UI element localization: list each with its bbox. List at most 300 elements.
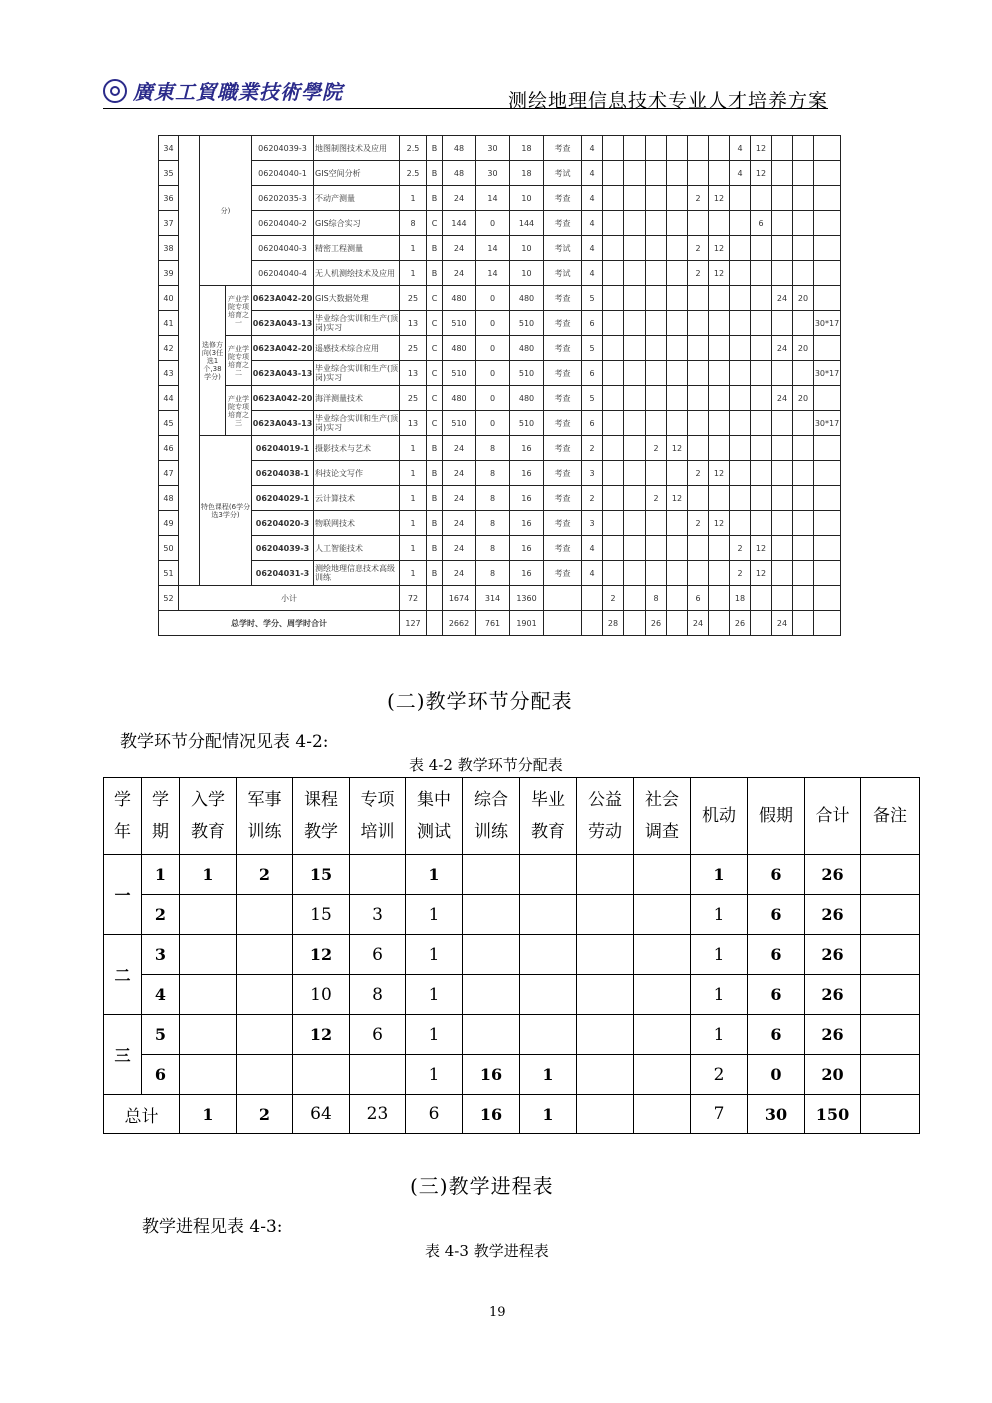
week-hours-cell xyxy=(624,536,646,561)
total-hours: 48 xyxy=(443,136,476,161)
week-hours-cell xyxy=(709,536,730,561)
elective-direction-label: 选修方向(3任选1个,38学分) xyxy=(200,286,226,436)
week-hours-cell xyxy=(667,461,688,486)
week-hours-cell: 12 xyxy=(751,136,772,161)
military-training: 2 xyxy=(237,855,293,895)
row-number: 42 xyxy=(159,336,179,361)
week-hours-cell xyxy=(603,386,624,411)
course-type: C xyxy=(427,411,443,436)
course-code: 06204038-1 xyxy=(252,461,314,486)
total-hours: 24 xyxy=(443,511,476,536)
week-hours-cell: 8 xyxy=(646,586,667,611)
column-header-text: 课程 xyxy=(304,790,338,810)
practice-hours: 144 xyxy=(510,211,544,236)
week-hours-cell xyxy=(688,211,709,236)
semester: 5 xyxy=(582,286,603,311)
course-code: 0623A042-20 xyxy=(252,336,314,361)
centralized-test: 1 xyxy=(406,975,463,1015)
week-hours-cell xyxy=(772,311,793,336)
week-hours-cell xyxy=(667,536,688,561)
assessment: 考试 xyxy=(544,161,582,186)
total-hours: 2662 xyxy=(443,611,476,636)
week-hours-cell xyxy=(646,311,667,336)
total-hours: 480 xyxy=(443,386,476,411)
week-hours-cell xyxy=(772,186,793,211)
week-hours-cell xyxy=(751,461,772,486)
graduation-education xyxy=(520,935,577,975)
column-header xyxy=(237,778,293,855)
course-teaching: 64 xyxy=(293,1095,350,1134)
theory-hours: 0 xyxy=(476,361,510,386)
week-hours-cell xyxy=(624,561,646,586)
week-hours-cell xyxy=(793,436,814,461)
section-heading-2: (二)教学环节分配表 xyxy=(387,689,573,713)
theory-hours: 0 xyxy=(476,211,510,236)
row-number: 45 xyxy=(159,411,179,436)
week-hours-cell xyxy=(646,536,667,561)
week-hours-cell: 12 xyxy=(709,511,730,536)
week-hours-cell xyxy=(709,586,730,611)
week-hours-cell xyxy=(793,511,814,536)
week-hours-cell xyxy=(709,161,730,186)
total-hours: 48 xyxy=(443,161,476,186)
week-hours-cell xyxy=(603,186,624,211)
course-code: 0623A043-13 xyxy=(252,361,314,386)
special-training xyxy=(350,1055,406,1095)
comprehensive-training: 16 xyxy=(463,1055,520,1095)
week-hours-cell xyxy=(793,561,814,586)
total-hours: 24 xyxy=(443,536,476,561)
course-row xyxy=(159,561,841,586)
school-logo xyxy=(103,76,343,105)
course-name: 精密工程测量 xyxy=(314,236,400,261)
week-hours-cell xyxy=(688,161,709,186)
social-survey xyxy=(634,895,691,935)
assessment: 考查 xyxy=(544,286,582,311)
row-total: 26 xyxy=(805,935,861,975)
week-hours-cell xyxy=(793,136,814,161)
semester: 4 xyxy=(582,261,603,286)
week-hours-cell: 24 xyxy=(772,286,793,311)
column-header xyxy=(748,778,805,855)
centralized-test: 1 xyxy=(406,1055,463,1095)
course-code: 06204029-1 xyxy=(252,486,314,511)
week-hours-cell xyxy=(751,436,772,461)
week-hours-cell: 2 xyxy=(688,261,709,286)
logo-icon xyxy=(103,79,127,103)
section-intro-2: 教学环节分配情况见表 4-2: xyxy=(120,732,329,752)
theory-hours: 8 xyxy=(476,561,510,586)
week-hours-cell: 24 xyxy=(772,336,793,361)
row-number: 38 xyxy=(159,236,179,261)
week-hours-cell xyxy=(772,161,793,186)
total-hours: 24 xyxy=(443,461,476,486)
column-header-text: 集中 xyxy=(417,790,451,810)
course-code: 06204040-4 xyxy=(252,261,314,286)
row-number: 35 xyxy=(159,161,179,186)
week-hours-cell xyxy=(772,211,793,236)
week-hours-cell xyxy=(624,261,646,286)
course-row xyxy=(159,236,841,261)
special-training: 23 xyxy=(350,1095,406,1134)
assessment: 考查 xyxy=(544,411,582,436)
week-hours-cell xyxy=(646,461,667,486)
course-type: B xyxy=(427,536,443,561)
holiday-weeks: 6 xyxy=(748,935,805,975)
public-labor xyxy=(577,975,634,1015)
week-hours-cell xyxy=(793,211,814,236)
column-header-text: 综合 xyxy=(474,790,508,810)
course-type: B xyxy=(427,261,443,286)
week-hours-cell xyxy=(730,261,751,286)
theory-hours: 0 xyxy=(476,386,510,411)
row-number: 47 xyxy=(159,461,179,486)
allocation-total-row xyxy=(104,1095,920,1134)
week-hours-cell xyxy=(793,261,814,286)
week-hours-cell xyxy=(751,361,772,386)
total-hours: 24 xyxy=(443,186,476,211)
column-header-text: 学 xyxy=(114,790,131,810)
military-training xyxy=(237,1015,293,1055)
assessment: 考查 xyxy=(544,136,582,161)
assessment xyxy=(544,586,582,611)
academic-year: 二 xyxy=(104,935,142,1015)
row-total: 26 xyxy=(805,1015,861,1055)
week-hours-cell: 12 xyxy=(751,536,772,561)
week-hours-cell xyxy=(751,286,772,311)
course-type: B xyxy=(427,486,443,511)
header-rule xyxy=(103,108,828,109)
week-hours-cell xyxy=(688,561,709,586)
course-teaching: 15 xyxy=(293,895,350,935)
graduation-education: 1 xyxy=(520,1095,577,1134)
week-hours-cell: 12 xyxy=(709,461,730,486)
academic-year: 一 xyxy=(104,855,142,935)
social-survey xyxy=(634,1015,691,1055)
week-hours-cell xyxy=(624,186,646,211)
practice-hours: 10 xyxy=(510,236,544,261)
course-teaching: 12 xyxy=(293,1015,350,1055)
week-hours-cell xyxy=(646,161,667,186)
column-header-text: 社会 xyxy=(645,790,679,810)
course-name: 海洋测量技术 xyxy=(314,386,400,411)
week-hours-cell xyxy=(793,236,814,261)
week-hours-cell xyxy=(624,436,646,461)
flexible-weeks: 7 xyxy=(691,1095,748,1134)
week-hours-cell xyxy=(751,386,772,411)
row-number: 40 xyxy=(159,286,179,311)
column-header xyxy=(861,778,920,855)
comprehensive-training xyxy=(463,895,520,935)
holiday-weeks: 6 xyxy=(748,1015,805,1055)
assessment: 考查 xyxy=(544,361,582,386)
course-name: 测绘地理信息技术高级训练 xyxy=(314,561,400,586)
week-hours-cell xyxy=(646,286,667,311)
practice-hours: 16 xyxy=(510,561,544,586)
week-hours-cell: 26 xyxy=(730,611,751,636)
credit: 2.5 xyxy=(400,136,427,161)
course-code: 06204019-1 xyxy=(252,436,314,461)
total-hours: 480 xyxy=(443,336,476,361)
week-hours-cell: 4 xyxy=(730,136,751,161)
centralized-test: 6 xyxy=(406,1095,463,1134)
subtotal-row xyxy=(159,586,841,611)
week-hours-cell xyxy=(709,286,730,311)
week-hours-cell xyxy=(751,236,772,261)
practice-hours: 16 xyxy=(510,536,544,561)
week-hours-cell: 2 xyxy=(688,236,709,261)
allocation-row xyxy=(104,935,920,975)
theory-hours: 14 xyxy=(476,236,510,261)
centralized-test: 1 xyxy=(406,855,463,895)
row-number: 50 xyxy=(159,536,179,561)
week-hours-cell xyxy=(793,361,814,386)
flexible-weeks: 1 xyxy=(691,935,748,975)
week-hours-cell xyxy=(667,586,688,611)
week-hours-cell xyxy=(772,536,793,561)
special-training: 8 xyxy=(350,975,406,1015)
military-training xyxy=(237,975,293,1015)
practice-hours: 16 xyxy=(510,461,544,486)
semester: 3 xyxy=(582,461,603,486)
practice-hours: 510 xyxy=(510,411,544,436)
week-hours-cell: 2 xyxy=(603,586,624,611)
credit: 1 xyxy=(400,511,427,536)
week-hours-cell: 12 xyxy=(751,161,772,186)
page-number: 19 xyxy=(489,1305,506,1320)
public-labor xyxy=(577,1015,634,1055)
course-teaching: 15 xyxy=(293,855,350,895)
week-hours-cell xyxy=(624,361,646,386)
week-hours-cell: 12 xyxy=(709,186,730,211)
assessment: 考查 xyxy=(544,186,582,211)
section-heading-3: (三)教学进程表 xyxy=(410,1174,554,1198)
course-name: GIS大数据处理 xyxy=(314,286,400,311)
week-hours-cell xyxy=(814,386,841,411)
row-number: 44 xyxy=(159,386,179,411)
week-hours-cell: 18 xyxy=(730,586,751,611)
public-labor xyxy=(577,855,634,895)
week-hours-cell xyxy=(667,286,688,311)
credit: 1 xyxy=(400,461,427,486)
column-header xyxy=(520,778,577,855)
week-hours-cell xyxy=(751,336,772,361)
row-number: 34 xyxy=(159,136,179,161)
column-header-text: 教育 xyxy=(191,822,225,842)
course-type: B xyxy=(427,461,443,486)
public-labor xyxy=(577,935,634,975)
assessment: 考查 xyxy=(544,436,582,461)
column-header xyxy=(577,778,634,855)
theory-hours: 0 xyxy=(476,411,510,436)
course-code: 06204040-1 xyxy=(252,161,314,186)
course-code: 0623A042-20 xyxy=(252,386,314,411)
week-hours-cell xyxy=(603,486,624,511)
week-hours-cell xyxy=(603,261,624,286)
week-hours-cell xyxy=(646,386,667,411)
course-row xyxy=(159,411,841,436)
flexible-weeks: 1 xyxy=(691,855,748,895)
remarks xyxy=(861,975,920,1015)
column-header xyxy=(180,778,237,855)
week-hours-cell: 6 xyxy=(688,586,709,611)
credit: 1 xyxy=(400,486,427,511)
term-number: 1 xyxy=(142,855,180,895)
total-hours: 24 xyxy=(443,561,476,586)
allocation-row xyxy=(104,855,920,895)
week-hours-cell: 30*17 xyxy=(814,361,841,386)
week-hours-cell xyxy=(730,211,751,236)
week-hours-cell xyxy=(772,461,793,486)
week-hours-cell xyxy=(646,211,667,236)
week-hours-cell: 26 xyxy=(646,611,667,636)
flexible-weeks: 2 xyxy=(691,1055,748,1095)
week-hours-cell xyxy=(646,411,667,436)
week-hours-cell xyxy=(814,186,841,211)
centralized-test: 1 xyxy=(406,935,463,975)
column-header xyxy=(463,778,520,855)
week-hours-cell xyxy=(603,161,624,186)
column-header xyxy=(350,778,406,855)
week-hours-cell xyxy=(793,186,814,211)
course-teaching: 10 xyxy=(293,975,350,1015)
holiday-weeks: 6 xyxy=(748,855,805,895)
week-hours-cell xyxy=(624,211,646,236)
row-total: 26 xyxy=(805,975,861,1015)
row-number: 51 xyxy=(159,561,179,586)
credit: 25 xyxy=(400,286,427,311)
week-hours-cell xyxy=(772,586,793,611)
entry-education xyxy=(180,1055,237,1095)
comprehensive-training xyxy=(463,975,520,1015)
industry-track-2: 产业学院专项培育之二 xyxy=(226,336,252,386)
week-hours-cell xyxy=(730,511,751,536)
practice-hours: 1901 xyxy=(510,611,544,636)
credit: 8 xyxy=(400,211,427,236)
week-hours-cell xyxy=(603,136,624,161)
week-hours-cell xyxy=(688,536,709,561)
grand-total-label: 总学时、学分、周学时合计 xyxy=(159,611,400,636)
course-name: 遥感技术综合应用 xyxy=(314,336,400,361)
week-hours-cell xyxy=(730,361,751,386)
credit: 1 xyxy=(400,436,427,461)
week-hours-cell xyxy=(688,136,709,161)
total-hours: 510 xyxy=(443,361,476,386)
week-hours-cell: 30*17 xyxy=(814,311,841,336)
week-hours-cell xyxy=(751,186,772,211)
military-training xyxy=(237,895,293,935)
week-hours-cell xyxy=(624,386,646,411)
week-hours-cell xyxy=(772,411,793,436)
public-labor xyxy=(577,895,634,935)
assessment xyxy=(544,611,582,636)
week-hours-cell xyxy=(814,561,841,586)
week-hours-cell: 2 xyxy=(730,561,751,586)
graduation-education xyxy=(520,855,577,895)
special-training: 6 xyxy=(350,935,406,975)
course-type: C xyxy=(427,311,443,336)
week-hours-cell: 6 xyxy=(751,211,772,236)
practice-hours: 510 xyxy=(510,361,544,386)
week-hours-cell: 24 xyxy=(772,386,793,411)
week-hours-cell xyxy=(624,136,646,161)
entry-education xyxy=(180,895,237,935)
table-caption-4-3: 表 4-3 教学进程表 xyxy=(425,1242,549,1260)
week-hours-cell xyxy=(772,486,793,511)
course-row xyxy=(159,361,841,386)
column-header-text: 期 xyxy=(152,822,169,842)
military-training: 2 xyxy=(237,1095,293,1134)
social-survey xyxy=(634,1095,691,1134)
theory-hours: 8 xyxy=(476,486,510,511)
practice-hours: 16 xyxy=(510,436,544,461)
week-hours-cell xyxy=(603,361,624,386)
week-hours-cell: 20 xyxy=(793,336,814,361)
course-row xyxy=(159,311,841,336)
practice-hours: 16 xyxy=(510,486,544,511)
practice-hours: 16 xyxy=(510,511,544,536)
column-header xyxy=(293,778,350,855)
week-hours-cell: 20 xyxy=(793,386,814,411)
week-hours-cell xyxy=(603,461,624,486)
week-hours-cell xyxy=(603,436,624,461)
holiday-weeks: 6 xyxy=(748,975,805,1015)
semester: 4 xyxy=(582,136,603,161)
entry-education xyxy=(180,1015,237,1055)
theory-hours: 30 xyxy=(476,136,510,161)
week-hours-cell xyxy=(603,211,624,236)
week-hours-cell xyxy=(793,611,814,636)
course-type: B xyxy=(427,436,443,461)
special-training xyxy=(350,855,406,895)
row-number: 46 xyxy=(159,436,179,461)
term-number: 4 xyxy=(142,975,180,1015)
remarks xyxy=(861,935,920,975)
course-row xyxy=(159,186,841,211)
week-hours-cell xyxy=(730,311,751,336)
remarks xyxy=(861,1095,920,1134)
theory-hours: 761 xyxy=(476,611,510,636)
course-type: B xyxy=(427,186,443,211)
graduation-education xyxy=(520,975,577,1015)
flexible-weeks: 1 xyxy=(691,895,748,935)
category-cell xyxy=(179,136,200,586)
week-hours-cell xyxy=(814,236,841,261)
week-hours-cell xyxy=(814,136,841,161)
row-number: 43 xyxy=(159,361,179,386)
special-training: 3 xyxy=(350,895,406,935)
credit: 1 xyxy=(400,186,427,211)
military-training xyxy=(237,935,293,975)
course-code: 0623A043-13 xyxy=(252,411,314,436)
credit: 1 xyxy=(400,236,427,261)
table-header-row xyxy=(104,778,920,855)
week-hours-cell xyxy=(667,361,688,386)
week-hours-cell xyxy=(646,336,667,361)
semester: 4 xyxy=(582,561,603,586)
semester: 5 xyxy=(582,336,603,361)
document-title: 测绘地理信息技术专业人才培养方案 xyxy=(507,90,828,112)
week-hours-cell: 28 xyxy=(603,611,624,636)
week-hours-cell xyxy=(624,511,646,536)
week-hours-cell xyxy=(603,536,624,561)
week-hours-cell xyxy=(730,486,751,511)
course-row xyxy=(159,136,841,161)
course-row xyxy=(159,511,841,536)
comprehensive-training xyxy=(463,855,520,895)
assessment: 考查 xyxy=(544,511,582,536)
column-header-text: 调查 xyxy=(645,822,679,842)
